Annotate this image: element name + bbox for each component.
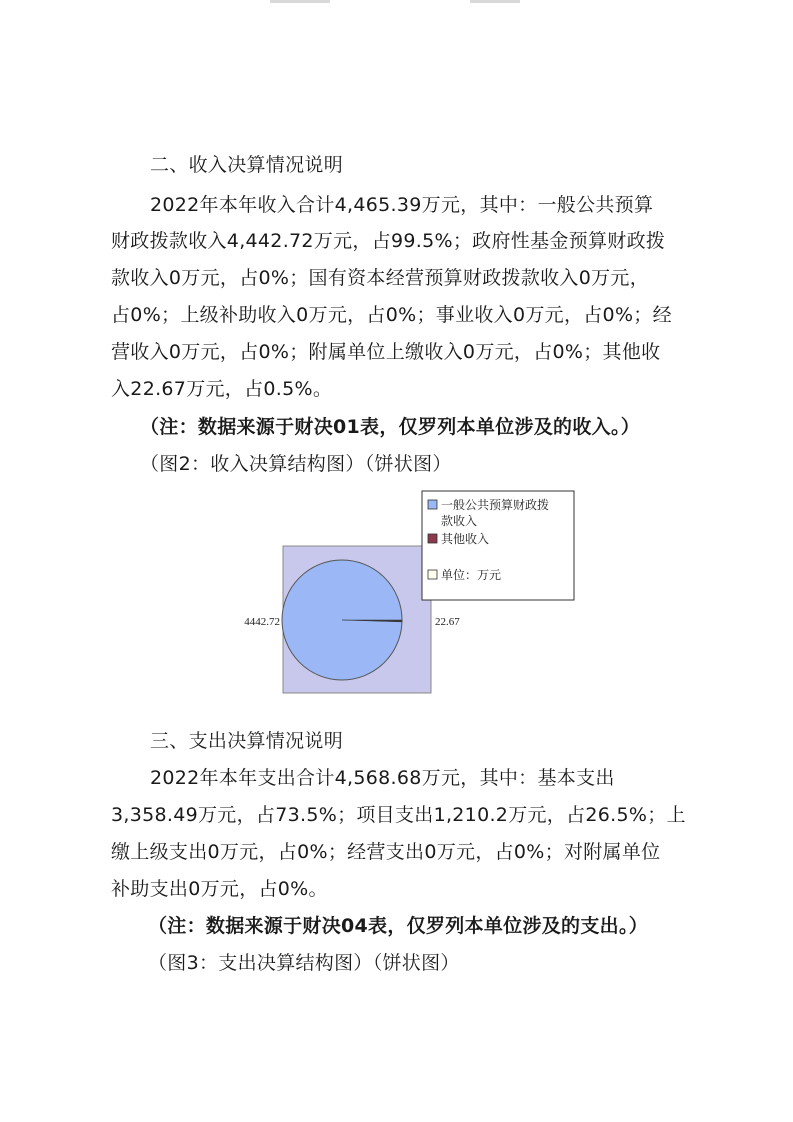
section2-para-line: 占0%；上级补助收入0万元，占0%；事业收入0万元，占0%；经 [111, 304, 672, 326]
figure3-caption: （图3：支出决算结构图）（饼状图） [148, 952, 460, 974]
section2-para-line: 营收入0万元，占0%；附属单位上缴收入0万元，占0%；其他收 [111, 341, 661, 363]
section2-para-line: 入22.67万元，占0.5%。 [111, 378, 333, 400]
data-label-main: 4442.72 [244, 616, 280, 628]
section3-para-line: 3,358.49万元，占73.5%；项目支出1,210.2万元，占26.5%；上 [111, 804, 686, 826]
section2-heading: 二、收入决算情况说明 [150, 154, 344, 176]
data-label-other: 22.67 [435, 616, 460, 628]
legend-swatch [428, 570, 437, 579]
scan-edge-mark [270, 0, 330, 3]
section2-note: （注：数据来源于财决01表，仅罗列本单位涉及的收入。） [140, 416, 641, 438]
income-pie-chart [220, 488, 580, 698]
section3-para-line: 2022年本年支出合计4,568.68万元，其中：基本支出 [150, 767, 615, 789]
legend-entry-label: 款收入 [441, 514, 478, 528]
section2-para-line: 财政拨款收入4,442.72万元，占99.5%；政府性基金预算财政拨 [111, 230, 666, 252]
section3-para-line: 缴上级支出0万元，占0%；经营支出0万元，占0%；对附属单位 [111, 841, 661, 863]
scan-edge-mark [470, 0, 520, 3]
legend-swatch [428, 534, 437, 543]
section3-heading: 三、支出决算情况说明 [150, 730, 344, 752]
section2-para-line: 款收入0万元，占0%；国有资本经营预算财政拨款收入0万元， [111, 267, 650, 289]
section3-note: （注：数据来源于财决04表，仅罗列本单位涉及的支出。） [148, 915, 649, 937]
legend-swatch [428, 500, 437, 509]
legend-entry-label: 其他收入 [441, 532, 490, 546]
legend-entry-label: 一般公共预算财政拨 [441, 498, 550, 512]
chart-legend [422, 491, 574, 600]
figure2-caption: （图2：收入决算结构图）（饼状图） [140, 453, 452, 475]
section2-para-line: 2022年本年收入合计4,465.39万元，其中：一般公共预算 [150, 194, 654, 216]
legend-entry-label: 单位：万元 [441, 568, 502, 582]
section3-para-line: 补助支出0万元，占0%。 [111, 878, 328, 900]
